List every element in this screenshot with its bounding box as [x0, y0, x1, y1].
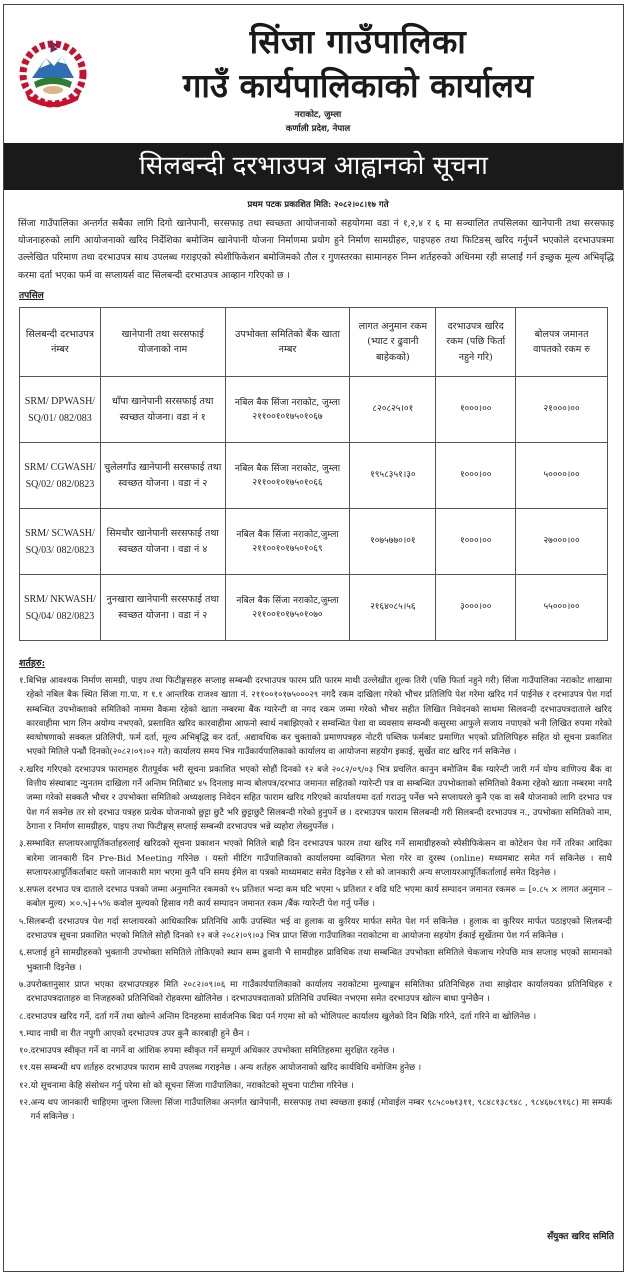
term-item	[19, 837, 612, 880]
term-item	[19, 1027, 612, 1041]
table-row	[20, 443, 608, 509]
term-number: ४.	[19, 885, 27, 896]
term-number: ११.	[19, 1063, 31, 1074]
term-number: ६.	[19, 948, 27, 959]
intro-paragraph: सिंजा गाउँपालिका अन्तर्गत सबैका लागि दिगो खानेपानी, सरसफाइ तथा स्वच्छता आयोजनाको सहयोगमा वडा नं १,२,४ र ६ मा सञ्चालित तपसिलका खानेपानी तथा सरसफाइ योजनाहरुको लागि आयोजनाको खरिद निर्देशिका बमोजिम खानेपानी योजना निर्माणमा प्रयोग हुने निर्माण सामग्रीहरु, पाइपहरु तथा फिटिङस् खरिद गर्नुपर्ने भएकोले दरभाउपत्रमा उल्लेखित परिमाण तथा दरभाउपत्र साथ उपलब्ध गराइएको स्पेशीफिकेशन बमोजिमको तौल र गुणस्तरका सामानहरु निम्न शर्तहरुको अधिनमा रही सप्लाई गर्न इच्छुक मूल्य अभिवृद्धि करमा दर्ता भएका फर्म वा सप्लायर्स वाट सिलबन्दी दरभाउपत्र आव्हान गरिएको छ ।	[18, 218, 614, 281]
term-text: सप्लाई हुने सामग्रीहरुको भुक्तानी उपभोक्ता समितिले तोकिएको स्थान सम्म ढुवानी भै सामग्रीहरु प्राविधिक तथा सम्बन्धित उपभोक्ता समितिले चेकजाच गरेपछि मात्र सप्लाइ भएको सामानको भुक्तानी दिइनेछ ।	[26, 948, 612, 973]
term-item	[19, 1044, 612, 1058]
term-text: उपरोक्तानुसार प्राप्त भएका दरभाउपत्रहरु मिति २०८२।०९।०६ मा गाउँकार्यपालिकाको कार्यालय नराकोटमा मुल्याङ्कन समितिका प्रतिनिधिहरु तथा साझेदार कार्यालयका प्रतिनिधिहरु र दरभाउपत्रदाताहरु वा निजहरुको प्रतिनिधिको रोहवरमा खोलिनेछ । दरभाउपत्रदाताको प्रतिनिधि उपस्थित नभएमा समेत दरभाउपत्र खोल्न बाधा पुग्नेछैन ।	[26, 979, 612, 1005]
scheme-name: चुलेलगाँउ खानेपानी सरसफाई तथा स्वच्छत योजना । वडा नं २	[100, 443, 225, 509]
table-row	[20, 509, 608, 575]
term-item	[19, 674, 612, 760]
table-header-row	[20, 308, 608, 377]
scheme-name: धाँपा खानेपानी सरसफाई तथा स्वच्छत योजना। वडा नं १	[100, 377, 225, 443]
term-number: ८.	[19, 1011, 27, 1022]
signature-committee: सँयुक्त खरिद समिति	[547, 1232, 614, 1242]
bid-security: ५००००।००	[516, 443, 608, 509]
address-line-2: कर्णाली प्रदेश, नेपाल	[285, 124, 351, 134]
bid-number: SRM/ NKWASH/ SQ/04/ 082/0823	[20, 575, 101, 641]
term-item	[19, 915, 612, 944]
municipality-title: सिंजा गाउँपालिका	[249, 22, 467, 61]
form-fee: १०००।००	[436, 509, 516, 575]
address-line-1: नराकोट, जुम्ला	[294, 110, 342, 120]
term-number: १०.	[19, 1046, 31, 1057]
nepal-emblem-icon	[18, 38, 88, 108]
term-number: १२.	[19, 1098, 31, 1109]
cost-estimate: १०७५७७०।०१	[350, 509, 436, 575]
col-header-cost-estimate: लागत अनुमान रकम (भ्याट र ढुवानी बाहेकको)	[350, 308, 436, 377]
bid-schedule-table	[19, 307, 608, 641]
term-item	[19, 1079, 612, 1093]
term-item	[19, 1010, 612, 1024]
term-number: ७.	[19, 979, 27, 990]
term-number: ३.	[19, 839, 27, 850]
term-text: यस सम्बन्धी थप शर्तहरु दरभाउपत्र फाराम साथै उपलब्ध गराइनेछ । अन्य शर्तहरु आयोजनाको खरिद कार्यविधि वमोजिम हुनेछ ।	[30, 1063, 422, 1074]
term-item	[19, 1061, 612, 1075]
term-item	[19, 763, 612, 834]
bid-number: SRM/ SCWASH/ SQ/03/ 082/0823	[20, 509, 101, 575]
col-header-form-fee: दरभाउपत्र खरिद रकम (पछि फिर्ता नहुने गरि)	[436, 308, 516, 377]
bank-account: नबिल बैक सिंजा नराकोट, जुम्ला २११००१०१७५०१०६७	[225, 377, 350, 443]
form-fee: १०००।००	[436, 377, 516, 443]
term-number: १.	[19, 676, 27, 686]
term-text: सिलबन्दी दरभाउपत्र पेश गर्दा सप्लायरको आधिकारिक प्रतिनिधि आफैं उपस्थित भई वा हुलाक वा कुरियर मार्फत समेत पेश गर्न सकिनेछ । हुलाक वा कुरियर मार्फत पठाइएको सिलबन्दी दरभाउपत्र सूचना प्रकाशित भएको मितिले सोहौ दिनको १२ बजे २०८२।०९।०३ भित्र प्राप्त सिंजा गाउँपालिका नराकोटमा वा आयोजना सहयोग ईकाई सुर्खेतमा पेश गर्न सकिनेछ ।	[26, 916, 612, 942]
term-number: २.	[19, 764, 27, 775]
cost-estimate: १९५८३५१।३०	[350, 443, 436, 509]
terms-list	[19, 674, 612, 1128]
form-fee: ३०००।००	[436, 575, 516, 641]
office-title: गाउँ कार्यपालिकाको कार्यालय	[182, 66, 534, 105]
bank-account: नबिल बैक सिंजा नराकोट,जुम्ला २११००१०१७५०१०६९	[225, 509, 350, 575]
term-item	[19, 883, 612, 912]
col-header-bid-number: सिलबन्दी दरभाउपत्र नंम्बर	[20, 308, 101, 377]
bid-number: SRM/ CGWASH/ SQ/02/ 082/0823	[20, 443, 101, 509]
table-row	[20, 575, 608, 641]
bank-account: नबिल बैक सिंजा नराकोट, जुम्ला २११००१०१७५०१०६६	[225, 443, 350, 509]
term-text: खरिद गरिएको दरभाउपत्र फारामहरु रीतपूर्वक भरी सूचना प्रकाशित भएको सोहौं दिनको १२ बजे २०८२/०९/०३ भित्र प्रचलित कानुन बमोजिम बैंक ग्यारेन्टी जारी गर्न योग्य वाणिज्य बैंक वा वित्तीय संस्थाबाट न्युनतम दाखिला गर्ने अन्तिम मितिबाट ४५ दिनलाइ मान्य बोलपत्र/दरभाउ जमानत सहितको ग्यारेन्टी पत्र वा सम्बन्धित उपभोक्ताको समितिको वैकमा रहेको खाता नम्बरमा नगदै जम्मा गरेको सक्कलै भौचर र उपभोक्ता समितिको अध्यक्षलाइ निवेदन सहित फाराम खरिद गरिएको कार्यालयमा दर्ता गराउनु पर्नेछ भने सप्लायरले कुनै एक वा सबै योजनाको लागि दरभाउ पत्र पेश गर्न सक्नेछ तर सो दरभाउ पत्रहरु प्रत्येक योजनाको छुट्टा छुटै भरि छुट्टाछुटै सिलबन्दी गरेको हुनुपर्ने छ । दरभाउपत्र फाराम सिलबन्दी गरी सिलबन्दी दरभाउपत्र न., उपभोक्ता समितिको नाम, ठेगाना र निर्माण सामग्रीहरु, पाइप तथा फिटीङ्गस् सप्लाई सम्बन्धी दरभाउपत्र भन्ने व्यहोरा लेख्नुपर्नेछ ।	[26, 764, 612, 832]
term-item	[19, 978, 612, 1007]
term-text: सफल दरभाउ पत्र दाताले दरभाउ पत्रको जम्मा अनुमानित रकमको १५ प्रतिशत भन्दा कम घटि भएमा ५ प्रतिशत र वढि घटि भएमा कार्य सम्पादन जमानत रकमरु = [०.८५ × लागत अनुमान – कबोल मुल्य) ×०.५]+५% कवोल मुल्यको हिसाव गरी कार्य सम्पादन जमानत रकम /बैंक ग्यारेन्टी पेश गर्नु पर्नेछ ।	[26, 885, 612, 910]
bid-security: २१०००।००	[516, 377, 608, 443]
schedule-label: तपसिल	[19, 291, 44, 301]
term-text: यो सूचनामा केहि संसोधन गर्नु परेमा सो को सूचना सिंजा गाउँपालिका, नराकोटको सूचना पाटीमा गरिनेछ ।	[30, 1080, 354, 1091]
term-number: ९.	[19, 1028, 27, 1039]
form-fee: १०००।००	[436, 443, 516, 509]
cost-estimate: २१६४०८५।५६	[350, 575, 436, 641]
term-number: १२.	[19, 1080, 31, 1091]
term-text: बिभिन्न आवश्यक निर्माण सामग्री, पाइप तथा फिटीङ्गसहरु सप्लाइ सम्बन्धी दरभाउपत्र फारम प्रति फारम माथी उल्लेखीत शुल्क तिरी (पछि फिर्ता नहुने गरी) सिंजा गाउँपालिका नराकोट शाखामा रहेको नबिल बैक स्थित सिंजा गा.पा. ग १.१ आन्तरिक राजश्व खाता नं. २११००१०१७५०००२९ नगदै रकम दाखिला गरेको भौचर प्रतिलिपि पेश गरेमा खरिद गर्न पाईनेछ र दरभाउपत्र पेश गर्दा सम्बन्धित उपभोक्ताको समितिको नाममा वैकमा रहेको खाता नम्बरमा बैंक ग्यारेन्टी वा नगद रकम जम्मा गरेको भौचर सहीत लिखित निवेदनको साथमा सिलवन्दी दरभाउपत्रदाताले खरिद कारवाहीमा भाग लिन अयोग्य नभएको, प्रस्तावित खरिद कारवाहीमा आफनो स्वार्थ नबाझिएको र सम्वन्धित पेशा वा व्यवसाय सम्वन्धी कसुरमा आफुले सजाय नपाएको भनी लिखित रुपमा गरेको स्वःघोषणाको सक्कल प्रतिलिपी, फर्म दर्ता, मूल्य अभिबृद्धि कर दर्ता, अद्यावधिक कर चुक्ताको प्रमाणपत्रहरु नोटरी पब्लिक फर्मबाट प्रमाणित भएको प्रतिलिपिहरु सहित यो सूचना प्रकाशित भएको मितिले पन्ध्रौं दिनको(२०८२।०९।०२ गते) कार्यालय समय भित्र गाउँकार्यपालिकाको कार्यालय वा आयोजना सहयोग इकाई, सुर्खेत वाट खरिद गर्न सकिनेछ ।	[26, 676, 612, 758]
publication-date: प्रथम पटक प्रकाशित मिति: २०८२।०८।१७ गते	[247, 200, 389, 210]
scheme-name: सिमचौर खानेपानी सरसफाई तथा स्वच्छत योजना । वडा नं ४	[100, 509, 225, 575]
term-text: म्याद नाघी वा रीत नपुगी आएको दरभाउपत्र उपर कुनै कारबाही हुने छैन ।	[26, 1028, 250, 1039]
term-text: सम्भावित सप्लायरआपूर्तिकर्ताहरुलाई खरिदको सूचना प्रकाशन भएको मितिले बाह्रौ दिन दरभाउपत्र फारम तथा खरिद गर्ने सामाग्रीहरुको स्पेसीफिकेसन वा कोटेशन पेश गर्ने तरिका आदिका बारेमा जानकारी दिन Pre-Bid Meeting गरिनेछ । यस्तो मीटिंग गाउँपालिकाको कार्यालयमा व्यक्तिगत भेला गरेर वा दुरस्थ (online) मध्यमबाट समेत गर्न सकिनेछ । साथै सप्लायरआपूर्तिकर्ताबाट यस्तो जानकारी माग भएमा कुनै पनि समय ईमेल वा पत्रको माध्यमबाट समेत दिइनेछ र सो को जानकारी अन्य सप्लायरआपूर्तिकर्तालाई समेत दिइनेछ ।	[26, 839, 612, 878]
bank-account: नबिल बैक सिंजा नराकोट,जुम्ला २११००१०१७५०१०७०	[225, 575, 350, 641]
term-item	[19, 946, 612, 975]
col-header-bank-account: उपभोक्ता समितिको बैंक खाता नम्बर	[225, 308, 350, 377]
term-text: दरभाउपत्र स्वीकृत गर्ने वा नगर्ने वा आंशिक रुपमा स्वीकृत गर्ने सम्पूर्ण अधिकार उपभोक्ता समितिहरुमा सुरक्षित रहनेछ ।	[30, 1046, 395, 1057]
col-header-scheme-name: खानेपानी तथा सरसफाई योजनाको नाम	[100, 308, 225, 377]
col-header-bid-security: बोलपत्र जमानत वापतको रकम रु	[516, 308, 608, 377]
table-row	[20, 377, 608, 443]
term-item	[19, 1096, 612, 1125]
terms-heading: शर्तहरु:	[19, 658, 46, 669]
term-number: ५.	[19, 916, 27, 927]
cost-estimate: ८२०८२५।०१	[350, 377, 436, 443]
bid-security: २७०००।००	[516, 509, 608, 575]
bid-security: ५५०००।००	[516, 575, 608, 641]
notice-banner: सिलबन्दी दरभाउपत्र आह्वानको सूचना	[4, 143, 623, 190]
scheme-name: नुनखारा खानेपानी सरसफाई तथा स्वच्छत योजना । वडा नं २	[100, 575, 225, 641]
bid-number: SRM/ DPWASH/ SQ/01/ 082/083	[20, 377, 101, 443]
term-text: दरभाउपत्र खरिद गर्ने, दर्ता गर्ने तथा खोल्ने अन्तिम दिनहरुमा सार्वजनिक बिदा पर्न गएमा सो को भोलिपल्ट कार्यालय खुलेको दिन बिक्रि गरिने, दर्ता गरिने वा खोलिनेछ ।	[26, 1011, 537, 1022]
term-text: अन्य थप जानकारी चाहिएमा जुम्ला जिल्ला सिंजा गाउँपालिका अन्तर्गत खानेपानी, सरसफाइ तथा स्वच्छता इकाई (मोवाईल नम्बर ९८५८०७१३११, ९८४८१३८९४८ , ९८४६७८९१६८) मा सम्पर्क गर्न सकिनेछ ।	[30, 1098, 612, 1123]
